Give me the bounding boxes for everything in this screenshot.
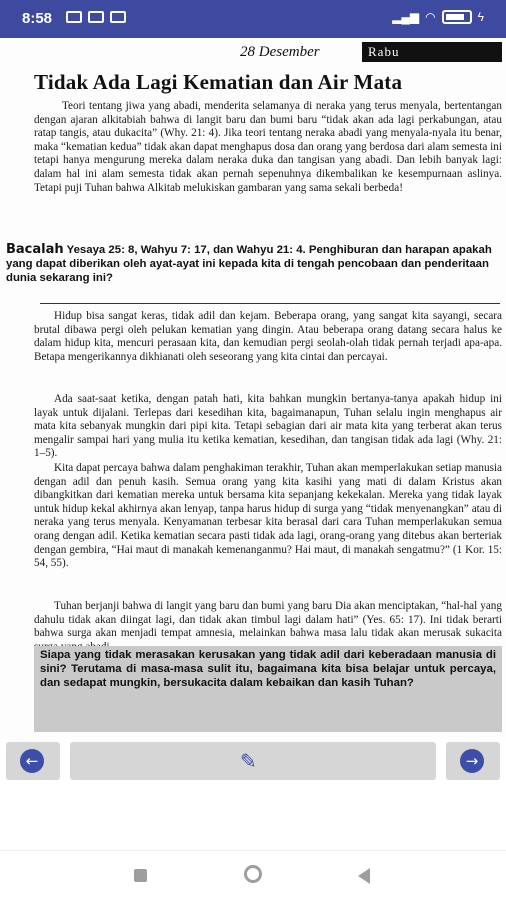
body-paragraph: Ada saat-saat ketika, dengan patah hati, kita bahkan mungkin bertanya-tanya apakah hidup ini layak untuk dijalani. Terlepas dari kesedihan kita, bagaimanapun, Tuhan selalu ingin menghapus air mata kita sebanyak mungkin dari pipi kita. Tetapi sebagian dari air mata kita yang terberat akan terus mengalir sampai hari yang mulia itu ketika kematian, kesedihan, dan tangisan tidak ada lagi (Why. 21: 1–5). bbox=[34, 393, 502, 460]
date-header: 28 Desember bbox=[240, 44, 320, 60]
question-box: Siapa yang tidak merasakan kerusakan yang tidak adil dari keberadaan manusia di sini? Terutama di masa-masa sulit itu, bagaimana kita bisa belajar untuk percaya, dan sedapat mungkin, bersukacita dalam kebaikan dan kasih Tuhan? bbox=[34, 646, 502, 732]
intro-paragraph: Teori tentang jiwa yang abadi, menderita selamanya di neraka yang terus menyala, bertentangan dengan ajaran alkitabiah bahwa di langit baru dan bumi baru “tidak akan ada lagi perkabungan, atau ratap tangis, atau dukacita” (Why. 21: 4). Jika teori tentang neraka abadi yang menyala-nyala itu benar, maka “kematian kedua” tidak akan dapat menghapus dosa dan orang yang berdosa dari alam semesta ini tetapi hanya mengurung mereka dalam neraka duka dan tangisan yang abadi. Dan lebih banyak lagi: dalam hal ini alam semesta tidak akan pernah sepenuhnya dikembalikan ke kesempurnaan aslinya. Tetapi puji Tuhan bahwa Alkitab melukiskan gambaran yang sama sekali berbeda! bbox=[34, 100, 502, 194]
previous-page-button[interactable] bbox=[6, 742, 60, 780]
message-icon bbox=[66, 11, 82, 23]
arrow-left-icon: ← bbox=[20, 749, 44, 773]
body-paragraph: Kita dapat percaya bahwa dalam penghakiman terakhir, Tuhan akan memperlakukan setiap manusia dengan adil dan penuh kasih. Semua orang yang kita kasihi yang mati di dalam Kristus akan dibangkitkan dari kematian mereka untuk bersama kita sepanjang kekekalan. Mereka yang tidak layak untuk hidup kekal akhirnya akan lenyap, tanpa harus hidup di surga yang “tidak menyenangkan” atau di neraka yang terus menyala. Kenyamanan terbesar kita berasal dari cara Tuhan memperlakukan semua orang dengan adil. Ketika kematian secara pasti tidak ada lagi, orang-orang yang ditebus akan berteriak dengan gembira, “Hai maut di manakah kemenanganmu? Hai maut, di manakah sengatmu?” (1 Kor. 15: 54, 55). bbox=[34, 462, 502, 570]
notification-icons bbox=[66, 11, 126, 23]
day-label: Rabu bbox=[362, 42, 502, 62]
system-navigation-bar bbox=[0, 850, 506, 901]
signal-icon: ▂▄▆ bbox=[392, 10, 420, 24]
mail-icon bbox=[88, 11, 104, 23]
wifi-icon: ◠ bbox=[425, 10, 436, 24]
divider bbox=[40, 303, 500, 304]
pencil-icon: ✎ bbox=[240, 749, 257, 773]
status-bar bbox=[0, 0, 506, 38]
bacalah-block bbox=[6, 243, 502, 285]
battery-icon bbox=[442, 10, 472, 24]
bottom-toolbar bbox=[0, 738, 506, 798]
document-page bbox=[0, 38, 506, 738]
arrow-right-icon: → bbox=[460, 749, 484, 773]
bacalah-text: Yesaya 25: 8, Wahyu 7: 17, dan Wahyu 21: 4. Penghiburan dan harapan apakah yang dapat diberikan oleh ayat-ayat ini kepada kita di tengah pencobaan dan penderitaan dunia sekarang ini? bbox=[6, 244, 492, 284]
body-paragraph: Tuhan berjanji bahwa di langit yang baru dan bumi yang baru Dia akan menciptakan, “hal-hal yang dahulu tidak akan diingat lagi, dan tidak akan timbul lagi dalam hati” (Yes. 65: 17). Ini tidak berarti bahwa surga akan menjadi tempat amnesia, melainkan bahwa masa lalu tidak akan merusak sukacita bbox=[34, 600, 502, 640]
home-icon[interactable] bbox=[244, 865, 262, 883]
recent-apps-icon[interactable] bbox=[134, 869, 147, 882]
edit-button[interactable] bbox=[70, 742, 436, 780]
status-time: 8:58 bbox=[22, 10, 53, 27]
bacalah-label: Bacalah bbox=[6, 242, 64, 257]
next-page-button[interactable] bbox=[446, 742, 500, 780]
back-icon[interactable] bbox=[358, 868, 370, 884]
charging-icon: ϟ bbox=[477, 10, 484, 24]
page-title: Tidak Ada Lagi Kematian dan Air Mata bbox=[34, 70, 403, 94]
system-status-icons bbox=[392, 10, 484, 24]
body-paragraph: Hidup bisa sangat keras, tidak adil dan kejam. Beberapa orang, yang sangat kita sayangi, secara brutal dibawa pergi oleh pelukan kematian yang dingin. Atau beberapa orang datang secara halus ke dalam hidup kita, mencuri perasaan kita, dan kemudian pergi seolah-olah tidak pernah terjadi apa-apa. Betapa mengerikannya dikhianati oleh seseorang yang kita cintai dan percayai. bbox=[34, 310, 502, 363]
cast-icon bbox=[110, 11, 126, 23]
